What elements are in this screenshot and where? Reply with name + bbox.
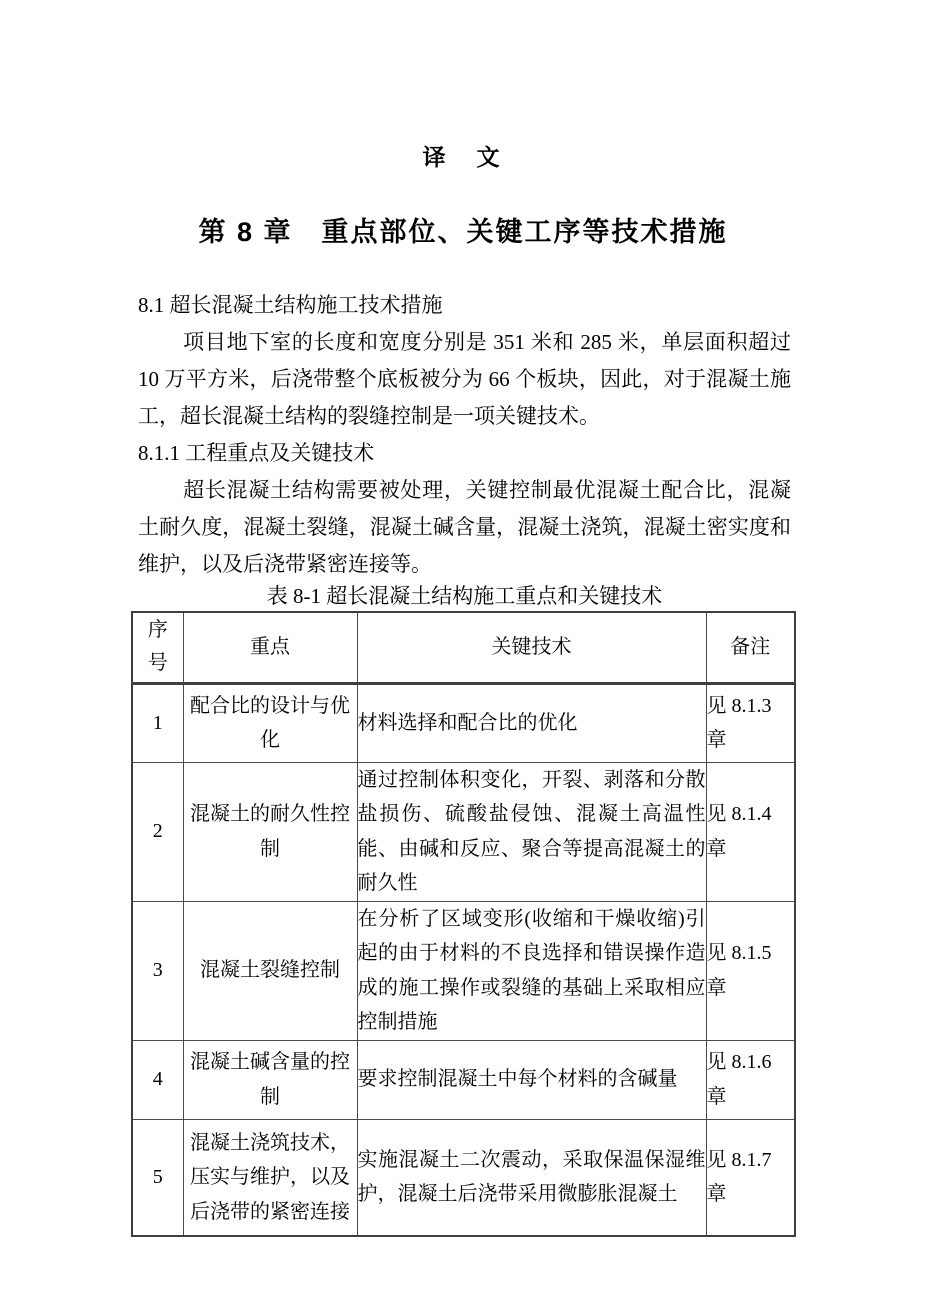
cell-focus: 混凝土碱含量的控制 bbox=[183, 1040, 357, 1119]
table-row bbox=[132, 683, 795, 762]
cell-no: 4 bbox=[132, 1040, 183, 1119]
table-row bbox=[132, 762, 795, 901]
cell-no: 1 bbox=[132, 683, 183, 762]
doc-title: 译 文 bbox=[422, 144, 504, 170]
cell-no: 5 bbox=[132, 1119, 183, 1236]
cell-remark: 见 8.1.6 章 bbox=[706, 1040, 795, 1119]
cell-focus: 混凝土浇筑技术，压实与维护，以及后浇带的紧密连接 bbox=[183, 1119, 357, 1236]
section-heading: 8.1 超长混凝土结构施工技术措施 bbox=[138, 293, 443, 317]
cell-focus: 混凝土裂缝控制 bbox=[183, 901, 357, 1040]
cell-technique: 在分析了区域变形(收缩和干燥收缩)引起的由于材料的不良选择和错误操作造成的施工操作或裂缝的基础上采取相应控制措施 bbox=[357, 901, 706, 1040]
chapter-heading: 第 8 章 重点部位、关键工序等技术措施 bbox=[198, 217, 728, 247]
cell-remark: 见 8.1.4 章 bbox=[706, 762, 795, 901]
cell-focus: 配合比的设计与优化 bbox=[183, 683, 357, 762]
cell-technique: 通过控制体积变化，开裂、剥落和分散盐损伤、硫酸盐侵蚀、混凝土高温性能、由碱和反应、聚合等提高混凝土的耐久性 bbox=[357, 762, 706, 901]
header-cell-no bbox=[132, 612, 183, 683]
header-cell-focus: 重点 bbox=[183, 612, 357, 683]
header-label-no: 序号 bbox=[147, 619, 168, 674]
cell-remark: 见 8.1.3 章 bbox=[706, 683, 795, 762]
key-techniques-table bbox=[131, 611, 796, 1237]
cell-technique: 实施混凝土二次震动，采取保温保湿维护，混凝土后浇带采用微膨胀混凝土 bbox=[357, 1119, 706, 1236]
table-row bbox=[132, 901, 795, 1040]
cell-no: 3 bbox=[132, 901, 183, 1040]
cell-remark: 见 8.1.5 章 bbox=[706, 901, 795, 1040]
header-cell-remark: 备注 bbox=[706, 612, 795, 683]
table-caption: 表 8-1 超长混凝土结构施工重点和关键技术 bbox=[266, 584, 663, 608]
paragraph-2: 超长混凝土结构需要被处理，关键控制最优混凝土配合比，混凝土耐久度，混凝土裂缝，混凝土碱含量，混凝土浇筑，混凝土密实度和维护，以及后浇带紧密连接等。 bbox=[138, 478, 791, 576]
cell-technique: 材料选择和配合比的优化 bbox=[357, 683, 706, 762]
table-row bbox=[132, 1040, 795, 1119]
cell-no: 2 bbox=[132, 762, 183, 901]
document-body bbox=[138, 287, 791, 1237]
cell-technique: 要求控制混凝土中每个材料的含碱量 bbox=[357, 1040, 706, 1119]
header-cell-technique: 关键技术 bbox=[357, 612, 706, 683]
table-row bbox=[132, 1119, 795, 1236]
cell-focus: 混凝土的耐久性控制 bbox=[183, 762, 357, 901]
cell-remark: 见 8.1.7 章 bbox=[706, 1119, 795, 1236]
paragraph-1: 项目地下室的长度和宽度分别是 351 米和 285 米，单层面积超过 10 万平方米，后浇带整个底板被分为 66 个板块，因此，对于混凝土施工，超长混凝土结构的裂缝控制是一项关键技术。 bbox=[138, 330, 791, 428]
table-header-row bbox=[132, 612, 795, 683]
subsection-heading: 8.1.1 工程重点及关键技术 bbox=[138, 441, 375, 465]
